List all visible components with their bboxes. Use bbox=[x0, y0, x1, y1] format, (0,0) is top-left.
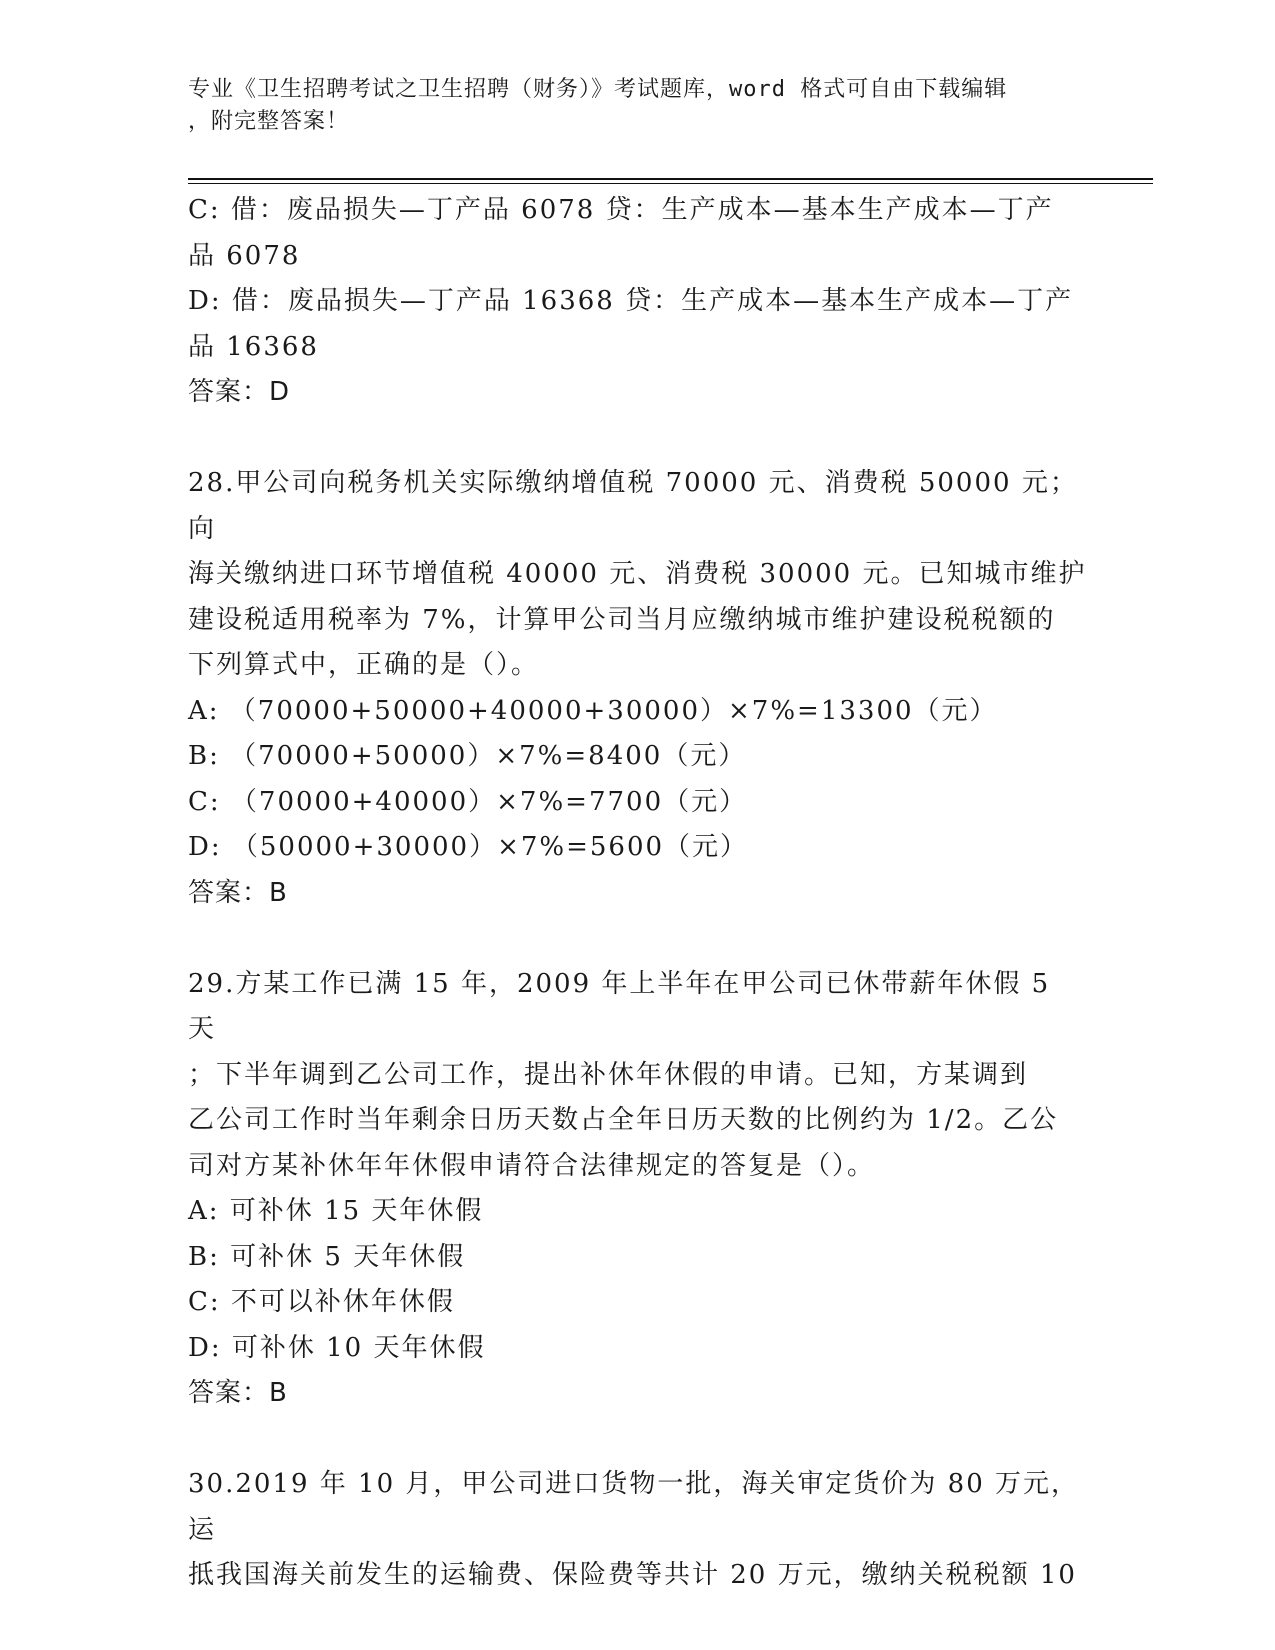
q28-option-d: D: （50000+30000）×7%=5600（元） bbox=[188, 832, 749, 862]
q29-answer: 答案：B bbox=[188, 1378, 288, 1408]
question-28 bbox=[188, 461, 1088, 916]
q29-stem-line: 司对方某补休年年休假申请符合法律规定的答复是（）。 bbox=[188, 1150, 876, 1181]
q29-option-b: B: 可补休 5 天年休假 bbox=[188, 1241, 466, 1272]
header-line-1: 专业《卫生招聘考试之卫生招聘（财务）》考试题库，word 格式可自由下载编辑 bbox=[188, 77, 1008, 102]
q27-option-c-line-1: C: 借：废品损失—丁产品 6078 贷：生产成本—基本生产成本—丁产 bbox=[188, 195, 1054, 225]
q29-option-d: D: 可补休 10 天年休假 bbox=[188, 1332, 486, 1363]
spacer bbox=[188, 416, 1088, 462]
q29-option-a: A: 可补休 15 天年休假 bbox=[188, 1196, 484, 1226]
spacer bbox=[188, 916, 1088, 962]
q28-stem-line: 海关缴纳进口环节增值税 40000 元、消费税 30000 元。已知城市维护 bbox=[188, 559, 1087, 589]
q29-stem-line: 29.方某工作已满 15 年，2009 年上半年在甲公司已休带薪年休假 5 天 bbox=[188, 968, 1051, 1044]
q27-answer: 答案：D bbox=[188, 377, 291, 407]
q28-stem-line: 下列算式中，正确的是（）。 bbox=[188, 650, 540, 680]
question-30 bbox=[188, 1462, 1088, 1599]
q28-option-a: A: （70000+50000+40000+30000）×7%=13300（元） bbox=[188, 695, 998, 726]
header-rule-thin bbox=[188, 183, 1153, 184]
q27-option-c-line-2: 品 6078 bbox=[188, 240, 301, 271]
q29-stem-line: 乙公司工作时当年剩余日历天数占全年日历天数的比例约为 1/2。乙公 bbox=[188, 1105, 1059, 1135]
question-content bbox=[188, 188, 1088, 1599]
q28-option-b: B: （70000+50000）×7%=8400（元） bbox=[188, 741, 747, 771]
q30-stem-line: 抵我国海关前发生的运输费、保险费等共计 20 万元，缴纳关税税额 10 bbox=[188, 1560, 1077, 1590]
question-27 bbox=[188, 188, 1088, 416]
document-header bbox=[188, 74, 1088, 138]
question-29 bbox=[188, 962, 1088, 1417]
q28-answer: 答案：B bbox=[188, 877, 288, 908]
q29-option-c: C: 不可以补休年休假 bbox=[188, 1287, 455, 1317]
header-line-2: ，附完整答案！ bbox=[188, 109, 350, 134]
q27-option-d-line-1: D: 借：废品损失—丁产品 16368 贷：生产成本—基本生产成本—丁产 bbox=[188, 286, 1074, 316]
q28-stem-line: 28.甲公司向税务机关实际缴纳增值税 70000 元、消费税 50000 元；向 bbox=[188, 468, 1078, 544]
q28-stem-line: 建设税适用税率为 7%，计算甲公司当月应缴纳城市维护建设税税额的 bbox=[188, 604, 1056, 635]
q30-stem-line: 30.2019 年 10 月，甲公司进口货物一批，海关审定货价为 80 万元，运 bbox=[188, 1469, 1080, 1545]
spacer bbox=[188, 1417, 1088, 1463]
header-rule-thick bbox=[188, 178, 1153, 180]
q28-option-c: C: （70000+40000）×7%=7700（元） bbox=[188, 786, 748, 817]
q29-stem-line: ；下半年调到乙公司工作，提出补休年休假的申请。已知，方某调到 bbox=[188, 1059, 1029, 1090]
q27-option-d-line-2: 品 16368 bbox=[188, 331, 319, 362]
